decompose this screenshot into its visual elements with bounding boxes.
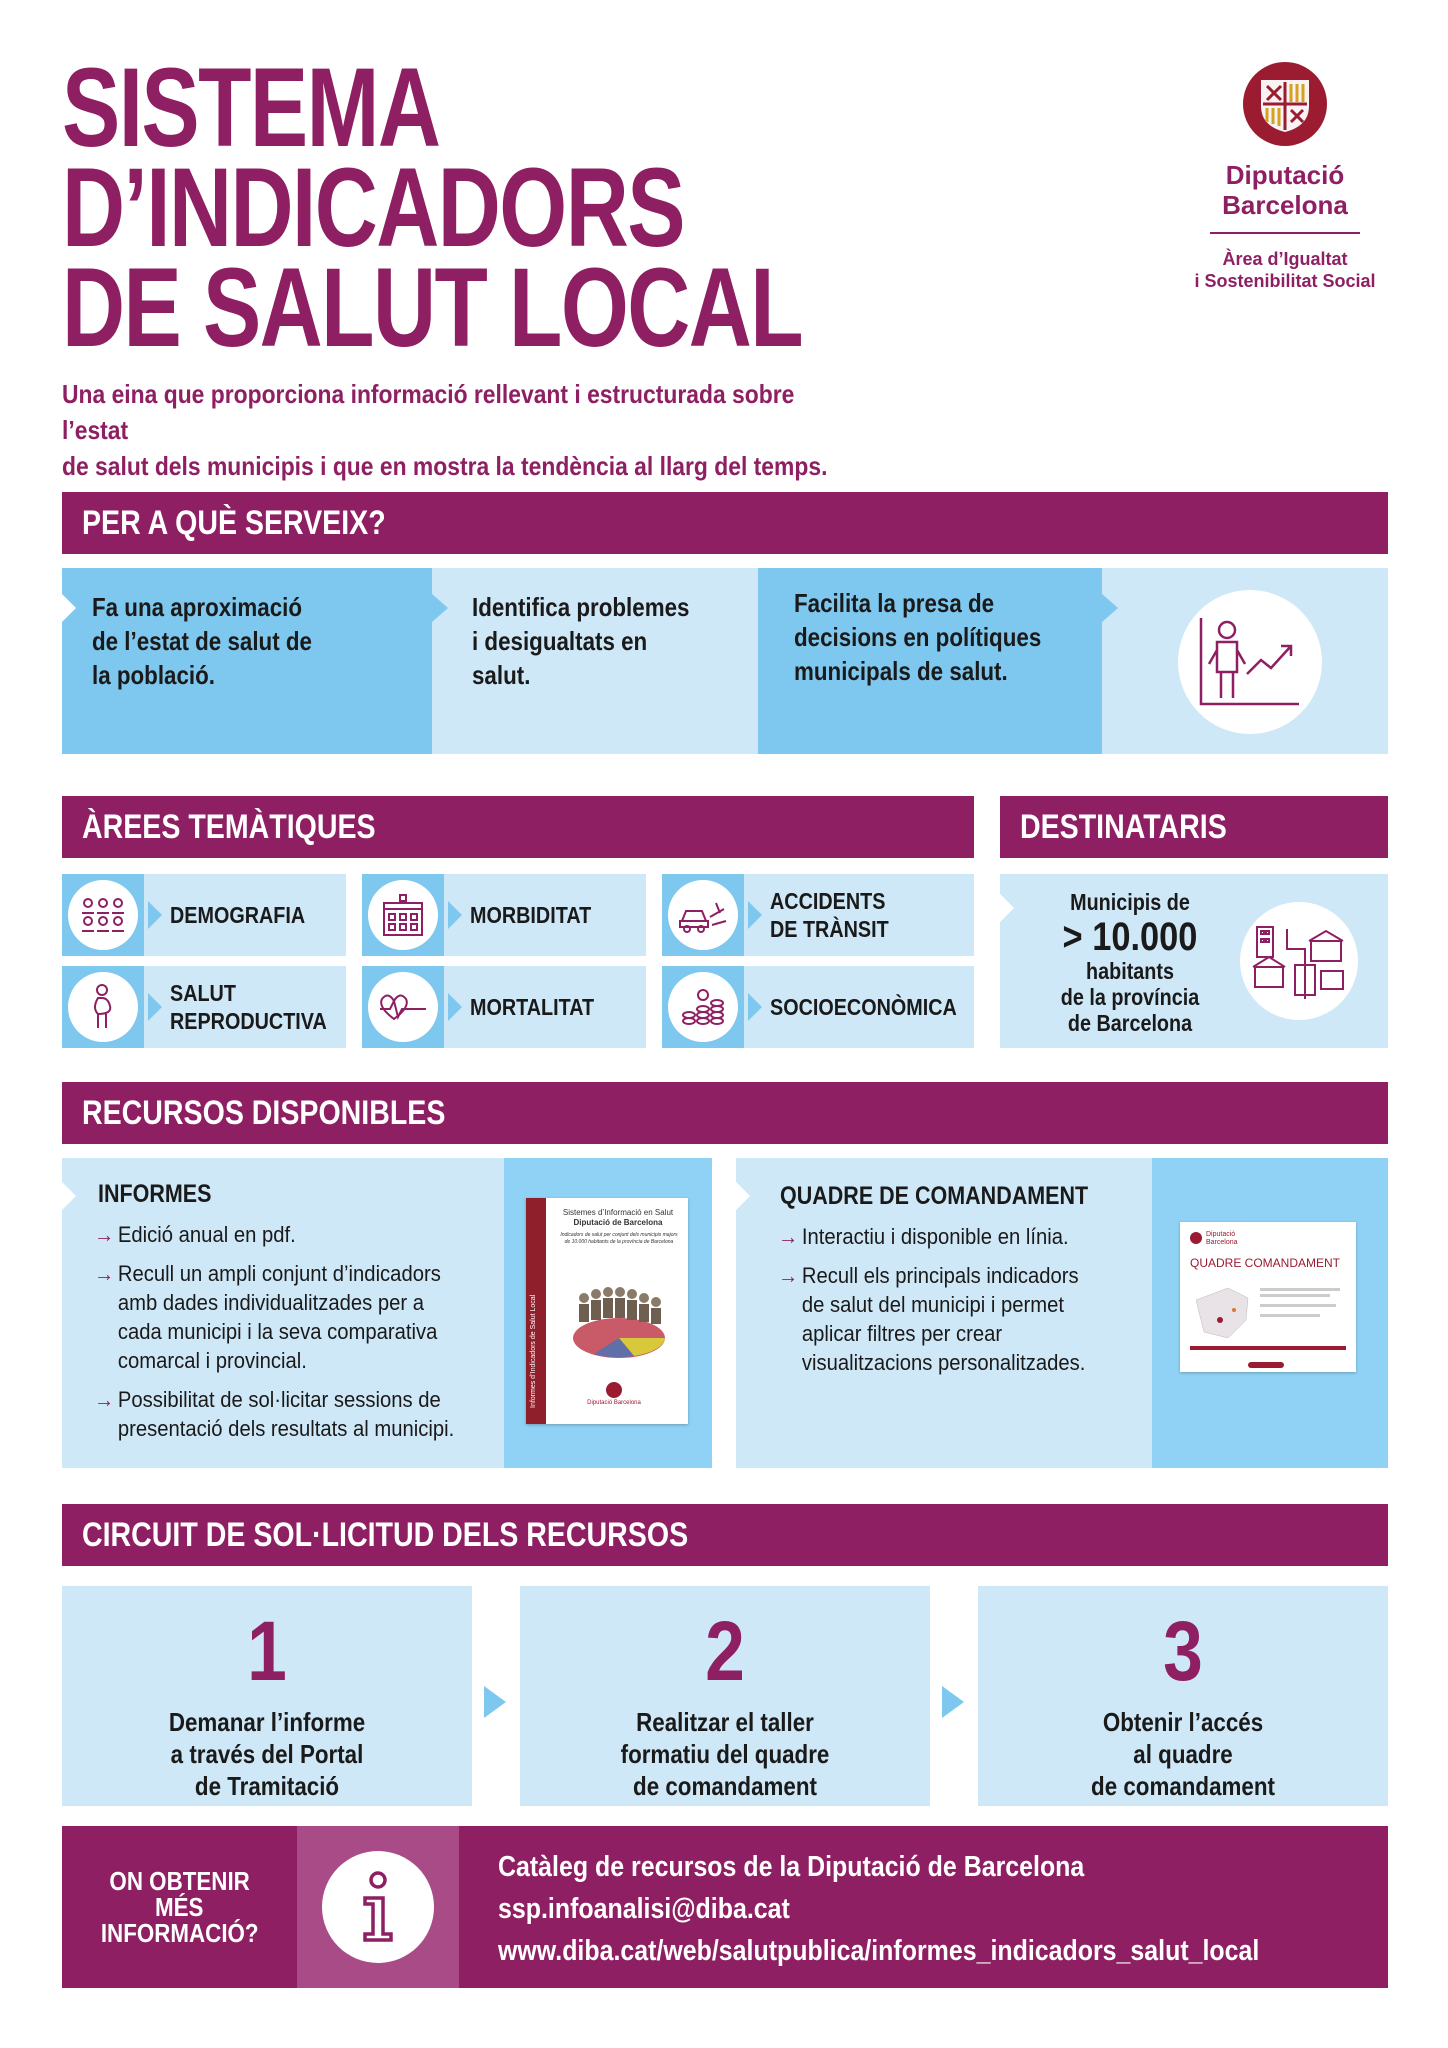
section-heading-text: ÀREES TEMÀTIQUES	[82, 807, 376, 846]
chevron-right-icon	[448, 993, 462, 1021]
serveix-item-3	[758, 568, 1102, 754]
serveix-line: decisions en polítiques	[794, 622, 1042, 652]
heartbeat-icon	[368, 972, 438, 1042]
chevron-right-icon	[748, 901, 762, 929]
chevron-right-icon	[62, 594, 76, 622]
section-heading-arees	[62, 796, 974, 858]
informes-list	[94, 1220, 544, 1453]
dashboard-thumbnail	[1180, 1222, 1356, 1372]
destinataris-line: de la província	[1060, 984, 1200, 1010]
quadre-thumb-area	[1152, 1158, 1388, 1468]
title-line: D’INDICADORS	[62, 145, 684, 270]
list-item-line: amb dades individualitzades per a	[117, 1290, 424, 1315]
chevron-right-icon	[748, 993, 762, 1021]
step-arrow-icon	[484, 1686, 506, 1718]
website-link[interactable]: www.diba.cat/web/salutpublica/informes_indicadors_salut_local	[498, 1935, 1260, 1967]
step-line: formatiu del quadre	[620, 1739, 830, 1769]
area-label	[170, 979, 327, 1035]
cover-line: Diputació de Barcelona	[573, 1218, 663, 1227]
step-line: al quadre	[1133, 1739, 1233, 1769]
list-item-line: visualitzacions personalitzades.	[801, 1350, 1086, 1375]
logo-area-line: Àrea d’Igualtat	[1222, 249, 1348, 269]
step-line: Obtenir l’accés	[1102, 1707, 1264, 1737]
quadre-panel	[736, 1158, 1388, 1468]
section-heading-text: RECURSOS DISPONIBLES	[82, 1093, 446, 1132]
step-line: de Tramitació	[194, 1771, 340, 1801]
catalog-link[interactable]: Catàleg de recursos de la Diputació de Barcelona	[498, 1851, 1085, 1883]
page-subtitle	[62, 376, 854, 484]
serveix-line: la població.	[92, 660, 216, 690]
step-number: 1	[247, 1604, 287, 1698]
growth-chart-person-icon	[1178, 590, 1322, 734]
step-arrow-icon	[942, 1686, 964, 1718]
chevron-right-icon	[1102, 594, 1118, 622]
step-line: Realitzar el taller	[636, 1707, 814, 1737]
subtitle-line: Una eina que proporciona informació rellevant i estructurada sobre l’estat	[62, 379, 795, 445]
cover-logo-icon	[606, 1382, 622, 1398]
destinataris-line: habitants	[1086, 958, 1174, 984]
section-heading-serveix	[62, 492, 1388, 554]
serveix-line: municipals de salut.	[794, 656, 1008, 686]
thumb-title: QUADRE COMANDAMENT	[1190, 1256, 1341, 1270]
serveix-item-text	[794, 586, 1041, 688]
serveix-line: Facilita la presa de	[794, 588, 995, 618]
area-label-line: DEMOGRAFIA	[170, 902, 306, 928]
chevron-right-icon	[148, 901, 162, 929]
chevron-right-icon	[448, 901, 462, 929]
list-item	[778, 1222, 1146, 1251]
area-label	[170, 901, 305, 929]
email-link[interactable]: ssp.infoanalisi@diba.cat	[498, 1893, 790, 1925]
arrow-right-icon: →	[94, 1387, 115, 1412]
list-item	[94, 1385, 508, 1443]
serveix-line: i desigualtats en	[472, 626, 648, 656]
list-item-line: Edició anual en pdf.	[117, 1222, 296, 1247]
step-card-3	[978, 1586, 1388, 1806]
logo-divider	[1210, 232, 1360, 234]
step-number: 3	[1163, 1604, 1203, 1698]
section-heading-recursos	[62, 1082, 1388, 1144]
footer-info-bar	[62, 1826, 1388, 1988]
cover-spine	[526, 1198, 546, 1424]
area-label	[470, 901, 591, 929]
list-item	[778, 1261, 1146, 1377]
footer-contact-info	[498, 1846, 1383, 1972]
footer-question-line: MÉS	[155, 1892, 204, 1922]
section-heading-text: DESTINATARIS	[1020, 807, 1227, 846]
chevron-right-icon	[1000, 894, 1014, 922]
cover-line: Indicadors de salut per conjunt dels municipis majors de 10.000 habitants de la província de Barcelona	[560, 1232, 678, 1245]
destinataris-text	[1020, 888, 1240, 1036]
cover-brand: Diputació Barcelona	[587, 1400, 641, 1406]
list-item	[94, 1220, 508, 1249]
serveix-item-2	[448, 568, 758, 754]
area-label	[470, 993, 594, 1021]
logo-org-line: Diputació	[1225, 160, 1345, 190]
chevron-right-icon	[432, 594, 448, 622]
informes-cover-area	[504, 1158, 712, 1468]
subtitle-line: de salut dels municipis i que en mostra la tendència al llarg del temps.	[62, 451, 828, 481]
area-tile-morbiditat	[362, 874, 646, 956]
footer-icon-box	[297, 1826, 459, 1988]
serveix-item-text	[92, 590, 312, 692]
thumb-brand: Diputació Barcelona	[1206, 1231, 1238, 1246]
area-tile-salut-reproductiva	[62, 966, 346, 1048]
step-number: 2	[705, 1604, 745, 1698]
list-item-line: comarcal i provincial.	[117, 1348, 307, 1373]
area-label-line: MORTALITAT	[470, 994, 595, 1020]
list-item	[94, 1259, 508, 1375]
logo-org-line: Barcelona	[1222, 190, 1348, 220]
logo-area-line: i Sostenibilitat Social	[1194, 271, 1376, 291]
step-line: de comandament	[1091, 1771, 1275, 1801]
report-cover-image	[526, 1198, 688, 1424]
serveix-line: salut.	[472, 660, 531, 690]
hospital-icon	[368, 880, 438, 950]
step-line: de comandament	[633, 1771, 817, 1801]
area-tile-mortalitat	[362, 966, 646, 1048]
quadre-list	[778, 1222, 1178, 1387]
informes-title: INFORMES	[98, 1180, 212, 1208]
serveix-line: de l’estat de salut de	[92, 626, 312, 656]
car-accident-icon	[668, 880, 738, 950]
section-heading-text: PER A QUÈ SERVEIX?	[82, 503, 386, 542]
arrow-right-icon: →	[778, 1224, 799, 1249]
serveix-item-text	[472, 590, 689, 692]
coat-of-arms-icon	[1243, 62, 1327, 146]
step-card-1	[62, 1586, 472, 1806]
pregnant-woman-icon	[68, 972, 138, 1042]
serveix-line: Fa una aproximació	[92, 592, 303, 622]
serveix-line: Identifica problemes	[472, 592, 690, 622]
section-heading-destinataris	[1000, 796, 1388, 858]
list-item-line: Interactiu i disponible en línia.	[801, 1224, 1069, 1249]
footer-question-line: ON OBTENIR	[109, 1866, 250, 1896]
chevron-right-icon	[736, 1182, 750, 1210]
area-label-line: DE TRÀNSIT	[770, 916, 889, 942]
step-text	[1007, 1706, 1360, 1802]
title-line: SISTEMA	[62, 45, 440, 170]
step-line: Demanar l’informe	[168, 1707, 366, 1737]
step-line: a través del Portal	[170, 1739, 364, 1769]
list-item-line: cada municipi i la seva comparativa	[117, 1319, 438, 1344]
area-label-line: SOCIOECONÒMICA	[770, 994, 957, 1020]
city-buildings-icon	[1240, 902, 1358, 1020]
footer-question-line: INFORMACIÓ?	[100, 1918, 259, 1948]
area-tile-socioeconomica	[662, 966, 974, 1048]
title-line: DE SALUT LOCAL	[62, 245, 803, 370]
area-label	[770, 993, 957, 1021]
logo-area-name	[1170, 248, 1400, 292]
arrow-right-icon: →	[94, 1261, 115, 1286]
step-text	[549, 1706, 902, 1802]
quadre-title: QUADRE DE COMANDAMENT	[780, 1182, 1089, 1210]
area-label-line: SALUT	[170, 980, 236, 1006]
diputacio-logo	[1170, 62, 1400, 292]
arrow-right-icon: →	[778, 1263, 799, 1288]
coins-icon	[668, 972, 738, 1042]
list-item-line: aplicar filtres per crear	[801, 1321, 1003, 1346]
chevron-right-icon	[148, 993, 162, 1021]
list-item-line: Recull un ampli conjunt d’indicadors	[117, 1261, 441, 1286]
destinataris-big: > 10.000	[1062, 915, 1198, 959]
area-label-line: MORBIDITAT	[470, 902, 592, 928]
area-label	[770, 887, 889, 943]
logo-org-name	[1170, 160, 1400, 220]
section-heading-circuit	[62, 1504, 1388, 1566]
section-heading-text: CIRCUIT DE SOL·LICITUD DELS RECURSOS	[82, 1515, 689, 1554]
area-tile-demografia	[62, 874, 346, 956]
list-item-line: Possibilitat de sol·licitar sessions de	[117, 1387, 441, 1412]
info-icon	[322, 1851, 434, 1963]
footer-question	[62, 1826, 297, 1988]
thumb-map-graphic	[1188, 1280, 1348, 1360]
page-title	[62, 45, 803, 370]
population-icon	[68, 880, 138, 950]
arrow-right-icon: →	[94, 1222, 115, 1247]
list-item-line: presentació dels resultats al municipi.	[117, 1416, 455, 1441]
area-label-line: REPRODUCTIVA	[170, 1008, 327, 1034]
thumb-logo-icon	[1190, 1232, 1202, 1244]
step-card-2	[520, 1586, 930, 1806]
destinataris-panel	[1000, 874, 1388, 1048]
cover-pie-graphic	[564, 1278, 674, 1368]
serveix-item-1	[62, 568, 432, 754]
area-tile-accidents	[662, 874, 974, 956]
list-item-line: de salut del municipi i permet	[801, 1292, 1065, 1317]
destinataris-line: Municipis de	[1070, 889, 1190, 915]
destinataris-line: de Barcelona	[1067, 1010, 1193, 1036]
informes-panel	[62, 1158, 712, 1468]
cover-line: Sistemes d’Informació en Salut	[562, 1208, 674, 1217]
cover-spine-text: Informes d’Indicadors de Salut Local	[530, 1294, 537, 1408]
step-text	[91, 1706, 444, 1802]
list-item-line: Recull els principals indicadors	[801, 1263, 1079, 1288]
serveix-panel	[62, 568, 1388, 754]
chevron-right-icon	[62, 1182, 76, 1210]
area-label-line: ACCIDENTS	[770, 888, 886, 914]
thumb-button	[1248, 1362, 1284, 1368]
